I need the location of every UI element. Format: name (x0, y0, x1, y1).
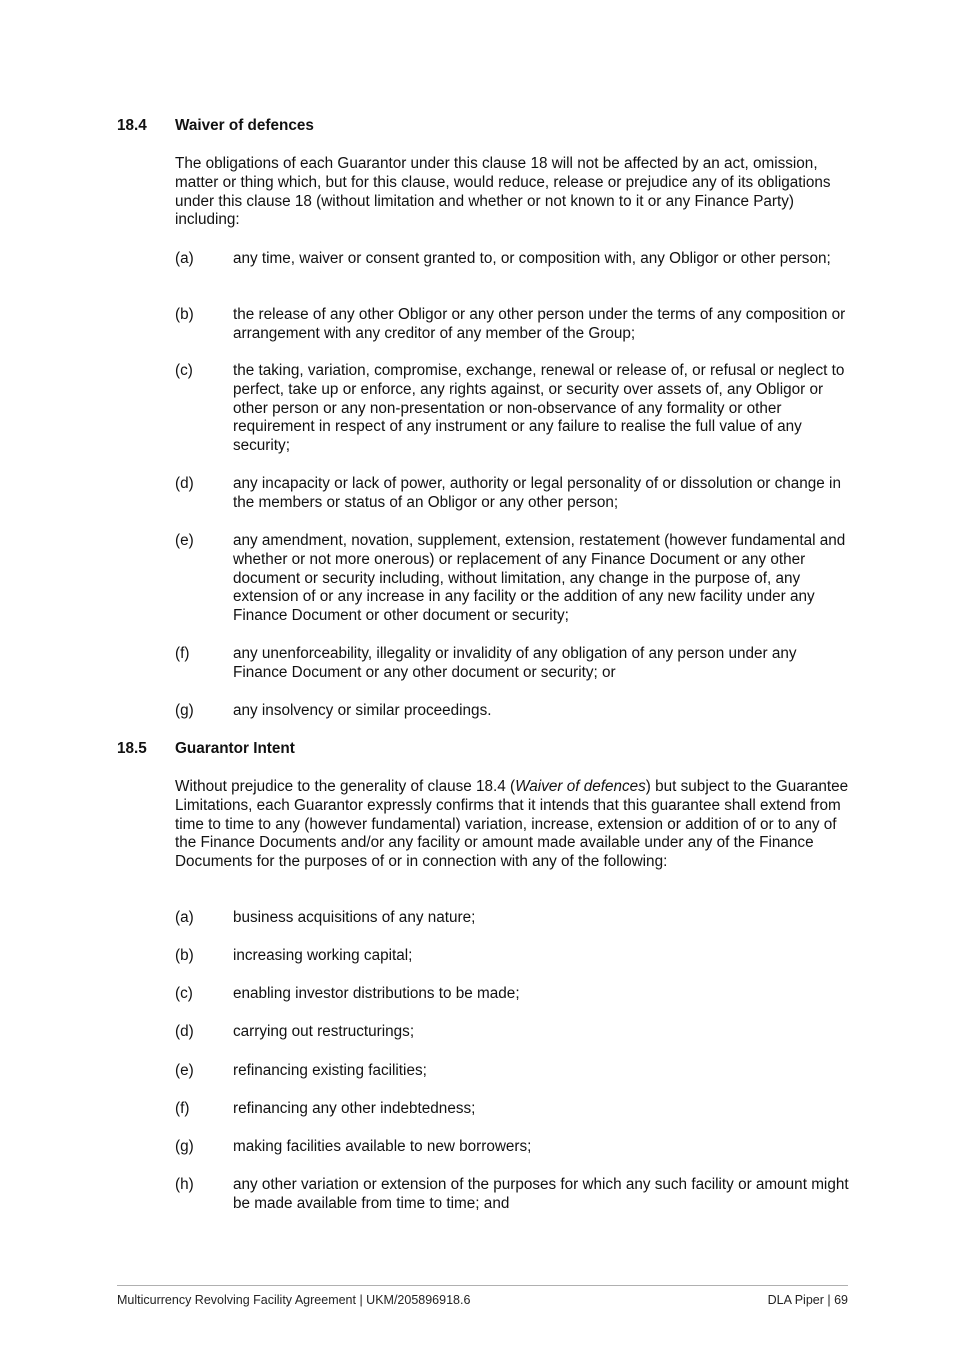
section-heading-18-5 (117, 740, 295, 759)
list-item (175, 909, 855, 928)
list-item-label: (a) (175, 909, 194, 926)
section-heading-18-4 (117, 117, 314, 136)
list-item-text: making facilities available to new borrowers; (233, 1138, 532, 1155)
list-item-label: (d) (175, 1023, 194, 1040)
list-item (175, 947, 855, 966)
list-item (175, 250, 855, 269)
list-item-text: any amendment, novation, supplement, extension, restatement (however fundamental and whether or not more onerous) or replacement of any Finance Document or any other document or security including, without limitation, any change in the purpose of, any extension of or any increase in any facility or the addition of any new facility under any Finance Document or other document or security; (233, 532, 846, 625)
list-item (175, 306, 855, 344)
list-item (175, 532, 855, 626)
list-item (175, 702, 855, 721)
list-item-text: business acquisitions of any nature; (233, 909, 476, 926)
list-item-label: (f) (175, 1100, 190, 1117)
section-title: Waiver of defences (175, 117, 314, 134)
list-item (175, 362, 855, 456)
intro-text-end: ) but subject to the Guarantee Limitations, each Guarantor expressly confirms that it intends that this guarantee shall extend from time to time to any (however fundamental) variation, increase, extension or addition of or to any of the Finance Documents and/or any facility or amount made available under any of the Finance Documents for the purposes of or in connection with any of the following: (175, 778, 849, 871)
section-18-5-intro (175, 778, 855, 872)
list-item (175, 1138, 855, 1157)
cross-reference-title: Waiver of defences (515, 778, 646, 795)
list-item-label: (e) (175, 532, 194, 549)
list-item-label: (h) (175, 1176, 194, 1193)
list-item-label: (c) (175, 362, 193, 379)
list-item (175, 1100, 855, 1119)
list-item (175, 1023, 855, 1042)
list-item-text: refinancing any other indebtedness; (233, 1100, 476, 1117)
list-item (175, 985, 855, 1004)
list-item-label: (g) (175, 1138, 194, 1155)
list-item-text: any other variation or extension of the purposes for which any such facility or amount might be made available from time to time; and (233, 1176, 849, 1212)
list-item-text: carrying out restructurings; (233, 1023, 415, 1040)
list-item-text: increasing working capital; (233, 947, 413, 964)
list-item-text: enabling investor distributions to be made; (233, 985, 520, 1002)
list-item-label: (c) (175, 985, 193, 1002)
list-item (175, 645, 855, 683)
list-item-text: any time, waiver or consent granted to, or composition with, any Obligor or other person; (233, 250, 831, 267)
list-item-label: (f) (175, 645, 190, 662)
intro-text-start: Without prejudice to the generality of clause 18.4 ( (175, 778, 516, 795)
section-18-4-intro: The obligations of each Guarantor under this clause 18 will not be affected by an act, omission, matter or thing which, but for this clause, would reduce, release or prejudice any of its obligations under this clause 18 (without limitation and whether or not known to it or any Finance Party) including: (175, 155, 831, 229)
list-item-label: (d) (175, 475, 194, 492)
section-title: Guarantor Intent (175, 740, 295, 757)
footer-document-reference: Multicurrency Revolving Facility Agreement | UKM/205896918.6 (117, 1293, 471, 1307)
list-item-text: any insolvency or similar proceedings. (233, 702, 492, 719)
list-item-text: refinancing existing facilities; (233, 1062, 427, 1079)
list-item-text: the release of any other Obligor or any other person under the terms of any composition or arrangement with any creditor of any member of the Group; (233, 306, 846, 342)
list-item-label: (e) (175, 1062, 194, 1079)
list-item-label: (a) (175, 250, 194, 267)
list-item (175, 1176, 855, 1214)
list-item-label: (b) (175, 306, 194, 323)
section-number: 18.4 (117, 117, 147, 134)
list-item-label: (g) (175, 702, 194, 719)
list-item-text: any incapacity or lack of power, authority or legal personality of or dissolution or change in the members or status of an Obligor or any other person; (233, 475, 841, 511)
list-item-text: the taking, variation, compromise, exchange, renewal or release of, or refusal or neglect to perfect, take up or enforce, any rights against, or security over assets of, any Obligor or other person or any non-presentation or non-observance of any formality or other requirement in respect of any instrument or any failure to realise the full value of any security; (233, 362, 845, 455)
list-item-text: any unenforceability, illegality or invalidity of any obligation of any person under any Finance Document or any other document or security; or (233, 645, 797, 681)
list-item-label: (b) (175, 947, 194, 964)
list-item (175, 475, 855, 513)
list-item (175, 1062, 855, 1081)
section-number: 18.5 (117, 740, 147, 757)
footer-divider (117, 1285, 848, 1286)
footer-page-number: DLA Piper | 69 (767, 1293, 848, 1307)
